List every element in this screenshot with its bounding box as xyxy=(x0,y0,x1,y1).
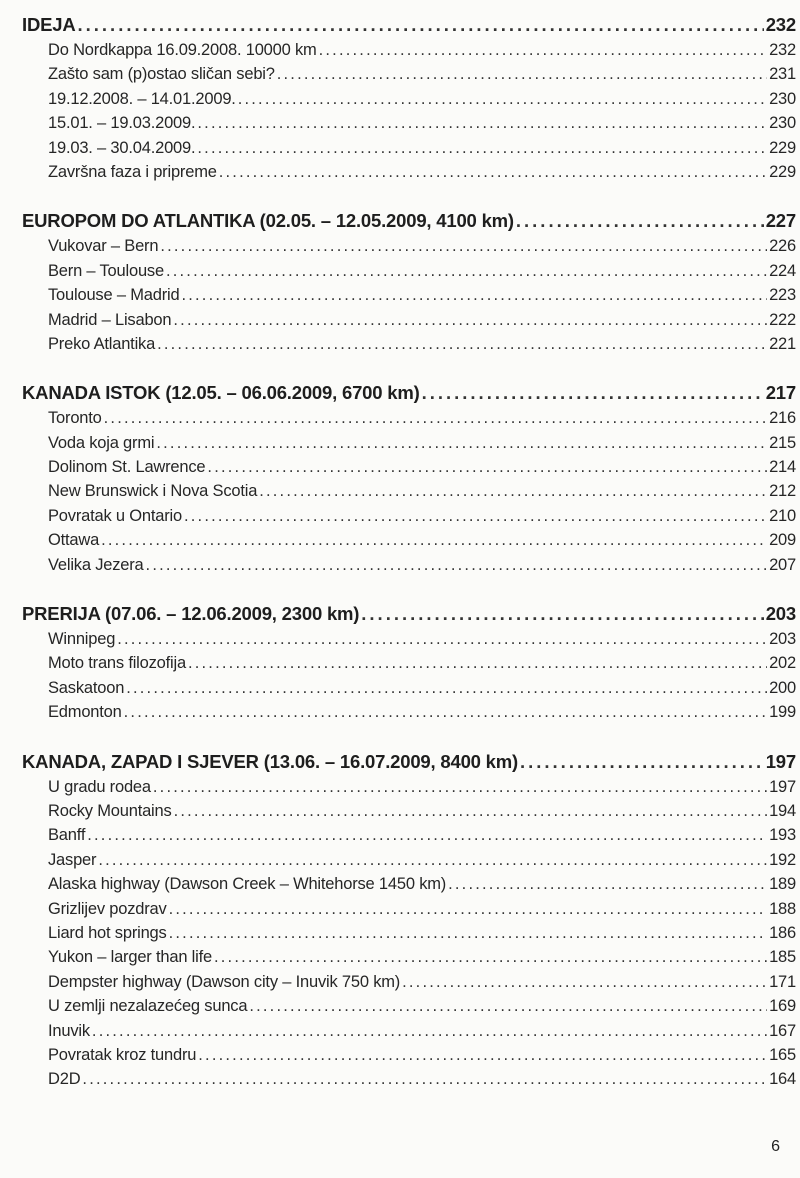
toc-entry xyxy=(22,1067,796,1091)
section-title: IDEJA xyxy=(22,14,76,35)
entry-title: Povratak u Ontario xyxy=(48,506,182,525)
entry-title: Povratak kroz tundru xyxy=(48,1045,197,1064)
dot-leader xyxy=(319,38,767,62)
entry-title: Toronto xyxy=(48,409,102,428)
entry-title: Preko Atlantika xyxy=(48,334,156,353)
entry-title: Liard hot springs xyxy=(48,923,167,942)
section-page-number: 217 xyxy=(765,382,796,404)
dot-leader xyxy=(219,160,767,184)
entry-title: U gradu rodea xyxy=(48,777,151,796)
entry-title: Toulouse – Madrid xyxy=(48,286,180,305)
entry-page-number: 212 xyxy=(769,482,796,501)
section-title: KANADA ISTOK (12.05. – 06.06.2009, 6700 km) xyxy=(22,382,420,404)
section-heading xyxy=(22,749,796,775)
dot-leader xyxy=(184,504,767,528)
entry-title: Dolinom St. Lawrence xyxy=(48,458,206,477)
dot-leader xyxy=(197,136,767,160)
section-title: EUROPOM DO ATLANTIKA (02.05. – 12.05.2009, 4100 km) xyxy=(22,210,514,232)
entry-title: Velika Jezera xyxy=(48,555,144,574)
entry-page-number: 224 xyxy=(769,261,796,280)
entry-page-number: 194 xyxy=(769,801,796,820)
section-heading xyxy=(22,208,796,234)
page-number: 6 xyxy=(771,1138,780,1155)
entry-title: 15.01. – 19.03.2009. xyxy=(48,114,196,133)
entry-title: Moto trans filozofija xyxy=(48,654,186,673)
toc-entry xyxy=(22,823,796,847)
entry-page-number: 192 xyxy=(769,850,796,869)
entry-title: Winnipeg xyxy=(48,630,116,649)
entry-title: D2D xyxy=(48,1070,81,1089)
entry-page-number: 207 xyxy=(769,555,796,574)
dot-leader xyxy=(169,921,767,945)
toc-entry xyxy=(22,455,796,479)
toc-entry xyxy=(22,799,796,823)
toc-section xyxy=(22,749,796,1092)
entry-title: Yukon – larger than life xyxy=(48,948,212,967)
entry-title: Voda koja grmi xyxy=(48,433,155,452)
dot-leader xyxy=(104,406,767,430)
entry-page-number: 231 xyxy=(769,65,796,84)
entry-page-number: 214 xyxy=(769,458,796,477)
dot-leader xyxy=(188,651,767,675)
section-title: PRERIJA (07.06. – 12.06.2009, 2300 km) xyxy=(22,603,360,625)
dot-leader xyxy=(277,62,767,86)
toc-entry xyxy=(22,775,796,799)
entry-page-number: 230 xyxy=(769,114,796,133)
dot-leader xyxy=(516,208,764,234)
toc-entry xyxy=(22,994,796,1018)
entry-title: U zemlji nezalazećeg sunca xyxy=(48,997,248,1016)
dot-leader xyxy=(78,12,764,38)
entry-page-number: 199 xyxy=(769,703,796,722)
dot-leader xyxy=(126,676,767,700)
entry-page-number: 222 xyxy=(769,310,796,329)
entry-title: Zašto sam (p)ostao sličan sebi? xyxy=(48,65,275,84)
toc-entry xyxy=(22,259,796,283)
toc-entry xyxy=(22,283,796,307)
entry-title: Ottawa xyxy=(48,531,100,550)
toc-entry xyxy=(22,872,796,896)
toc-entry xyxy=(22,160,796,184)
toc-entry xyxy=(22,897,796,921)
toc-entry xyxy=(22,504,796,528)
toc-entry xyxy=(22,921,796,945)
dot-leader xyxy=(198,1043,767,1067)
entry-title: Bern – Toulouse xyxy=(48,261,164,280)
entry-page-number: 188 xyxy=(769,899,796,918)
dot-leader xyxy=(124,700,767,724)
entry-page-number: 216 xyxy=(769,409,796,428)
entry-title: Saskatoon xyxy=(48,678,125,697)
entry-page-number: 215 xyxy=(769,433,796,452)
dot-leader xyxy=(169,897,768,921)
toc-entry xyxy=(22,332,796,356)
dot-leader xyxy=(82,1067,767,1091)
entry-page-number: 226 xyxy=(769,237,796,256)
toc-entry xyxy=(22,62,796,86)
toc-entry xyxy=(22,651,796,675)
entry-page-number: 185 xyxy=(769,948,796,967)
entry-page-number: 210 xyxy=(769,506,796,525)
entry-page-number: 197 xyxy=(769,777,796,796)
toc-entry xyxy=(22,945,796,969)
section-page-number: 203 xyxy=(765,603,796,625)
entry-title: Dempster highway (Dawson city – Inuvik 750 km) xyxy=(48,972,401,991)
toc-entry xyxy=(22,970,796,994)
toc-entry xyxy=(22,136,796,160)
section-heading xyxy=(22,380,796,406)
entry-page-number: 189 xyxy=(769,875,796,894)
entry-page-number: 232 xyxy=(769,41,796,59)
entry-page-number: 221 xyxy=(769,334,796,353)
toc-entry xyxy=(22,627,796,651)
entry-title: Madrid – Lisabon xyxy=(48,310,172,329)
entry-page-number: 203 xyxy=(769,630,796,649)
dot-leader xyxy=(156,431,767,455)
toc-entry xyxy=(22,431,796,455)
entry-title: Jasper xyxy=(48,850,97,869)
toc-entry xyxy=(22,676,796,700)
dot-leader xyxy=(173,308,767,332)
dot-leader xyxy=(157,332,767,356)
toc-entry xyxy=(22,1019,796,1043)
entry-page-number: 193 xyxy=(769,826,796,845)
dot-leader xyxy=(259,479,767,503)
dot-leader xyxy=(181,283,767,307)
entry-page-number: 202 xyxy=(769,654,796,673)
entry-title: Alaska highway (Dawson Creek – Whitehorse 1450 km) xyxy=(48,875,447,894)
dot-leader xyxy=(146,553,768,577)
entry-title: Edmonton xyxy=(48,703,122,722)
entry-page-number: 223 xyxy=(769,286,796,305)
section-title: KANADA, ZAPAD I SJEVER (13.06. – 16.07.2009, 8400 km) xyxy=(22,750,518,772)
dot-leader xyxy=(249,994,767,1018)
dot-leader xyxy=(402,970,767,994)
toc-entry xyxy=(22,1043,796,1067)
toc-entry xyxy=(22,308,796,332)
dot-leader xyxy=(153,775,767,799)
entry-page-number: 167 xyxy=(769,1021,796,1040)
toc-entry xyxy=(22,553,796,577)
dot-leader xyxy=(117,627,767,651)
toc-entry xyxy=(22,234,796,258)
entry-title: Grizlijev pozdrav xyxy=(48,899,167,918)
entry-page-number: 230 xyxy=(769,89,796,108)
dot-leader xyxy=(197,111,767,135)
dot-leader xyxy=(448,872,767,896)
dot-leader xyxy=(92,1019,767,1043)
dot-leader xyxy=(361,601,763,627)
entry-title: 19.03. – 30.04.2009. xyxy=(48,138,196,157)
entry-title: Rocky Mountains xyxy=(48,801,172,820)
toc-entry xyxy=(22,700,796,724)
dot-leader xyxy=(520,749,764,775)
toc-entry xyxy=(22,87,796,111)
dot-leader xyxy=(101,528,767,552)
dot-leader xyxy=(207,455,767,479)
toc-section xyxy=(22,601,796,725)
section-page-number: 232 xyxy=(765,14,796,35)
table-of-contents xyxy=(22,12,796,1116)
entry-title: Završna faza i pripreme xyxy=(48,162,217,181)
entry-page-number: 209 xyxy=(769,531,796,550)
entry-page-number: 165 xyxy=(769,1045,796,1064)
entry-title: Vukovar – Bern xyxy=(48,237,159,256)
section-heading xyxy=(22,12,796,38)
toc-entry xyxy=(22,528,796,552)
toc-section xyxy=(22,12,796,184)
entry-page-number: 171 xyxy=(769,972,796,991)
dot-leader xyxy=(422,380,764,406)
dot-leader xyxy=(98,848,767,872)
entry-page-number: 229 xyxy=(769,162,796,181)
dot-leader xyxy=(214,945,767,969)
toc-section xyxy=(22,208,796,356)
dot-leader xyxy=(160,234,767,258)
toc-entry xyxy=(22,111,796,135)
entry-title: New Brunswick i Nova Scotia xyxy=(48,482,258,501)
entry-page-number: 200 xyxy=(769,678,796,697)
toc-section xyxy=(22,380,796,577)
entry-title: Banff xyxy=(48,826,86,845)
section-page-number: 197 xyxy=(765,750,796,772)
entry-title: Do Nordkappa 16.09.2008. 10000 km xyxy=(48,41,317,59)
section-page-number: 227 xyxy=(765,210,796,232)
entry-page-number: 229 xyxy=(769,138,796,157)
toc-entry xyxy=(22,406,796,430)
entry-title: 19.12.2008. – 14.01.2009. xyxy=(48,89,236,108)
toc-entry xyxy=(22,479,796,503)
entry-title: Inuvik xyxy=(48,1021,90,1040)
section-heading xyxy=(22,601,796,627)
entry-page-number: 186 xyxy=(769,923,796,942)
toc-entry xyxy=(22,848,796,872)
dot-leader xyxy=(238,87,767,111)
entry-page-number: 169 xyxy=(769,997,796,1016)
dot-leader xyxy=(87,823,767,847)
toc-entry xyxy=(22,38,796,62)
dot-leader xyxy=(166,259,767,283)
dot-leader xyxy=(174,799,768,823)
entry-page-number: 164 xyxy=(769,1070,796,1089)
